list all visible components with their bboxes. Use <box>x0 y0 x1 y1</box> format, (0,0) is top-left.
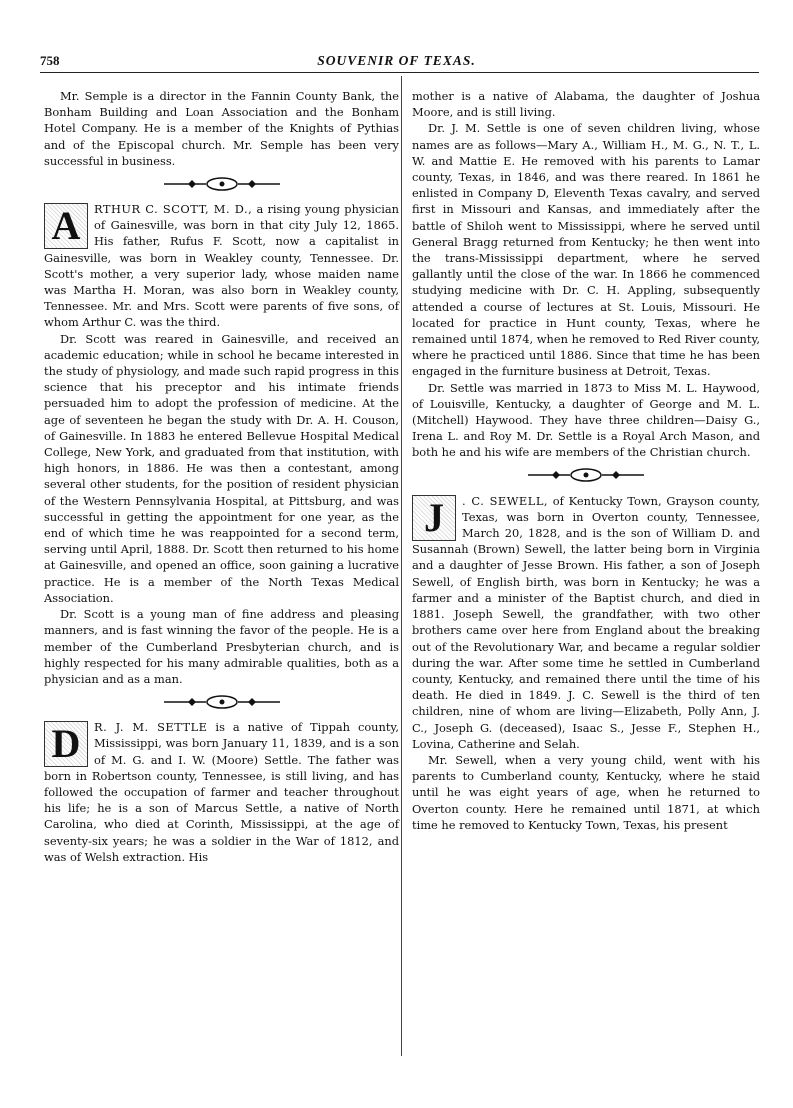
settle-paragraph-1 <box>44 719 399 865</box>
scott-name: RTHUR C. SCOTT, M. D., <box>94 202 253 217</box>
scott-paragraph-2: Dr. Scott was reared in Gainesville, and received an academic education; while in school he became interested in the study of physiology, and made such rapid progress in this science that his preceptor and his intimate friends persuaded him to adopt the profession of medicine. At the age of seventeen he began the study with Dr. A. H. Couson, of Gainesville. In 1883 he entered Bellevue Hospital Medical College, New York, and graduated from that institution, with high honors, in 1886. He was then a contestant, among several other students, for the position of resident physician of the Western Pennsylvania Hospital, at Pittsburg, and was successful in getting the appointment for one year, as the end of which time he was reappointed for a second term, serving until April, 1888. Dr. Scott then returned to his home at Gainesville, and opened an office, soon gaining a lucrative practice. He is a member of the North Texas Medical Association. <box>44 331 399 605</box>
settle-continued: mother is a native of Alabama, the daughter of Joshua Moore, and is still living. <box>412 89 760 120</box>
bio-scott <box>44 201 399 687</box>
semple-paragraph: Mr. Semple is a director in the Fannin County Bank, the Bonham Building and Loan Association and the Bonham Hotel Company. He is a member of the Knights of Pythias and of the Episcopal church. Mr. Semple has been very successful in business. <box>44 89 399 168</box>
dropcap-j-icon: J <box>412 495 456 541</box>
running-title: SOUVENIR OF TEXAS. <box>317 53 476 68</box>
bio-sewell <box>412 493 760 833</box>
header-rule <box>40 72 759 73</box>
left-column <box>44 88 399 865</box>
column-divider <box>401 76 402 1056</box>
scott-paragraph-1 <box>44 201 399 331</box>
sewell-paragraph-1 <box>412 493 760 752</box>
bio-settle <box>44 719 399 865</box>
scott-paragraph-3: Dr. Scott is a young man of fine address and pleasing manners, and is fast winning the favor of the people. He is a member of the Cumberland Presbyterian church, and is highly respected for his many admirable qualities, both as a physician and as a man. <box>44 607 399 686</box>
settle-paragraph-3: Dr. Settle was married in 1873 to Miss M. L. Haywood, of Louisville, Kentucky, a daughter of George and M. L. (Mitchell) Haywood. They have three children—Daisy G., Irena L. and Roy M. Dr. Settle is a Royal Arch Mason, and both he and his wife are members of the Christian church. <box>412 380 760 460</box>
page-number: 758 <box>40 53 60 68</box>
settle-paragraph-2: Dr. J. M. Settle is one of seven children living, whose names are as follows—Mary A., William H., M. G., N. T., L. W. and Mattie E. He removed with his parents to Lamar county, Texas, in 1846, and was there reared. In 1861 he enlisted in Company D, Eleventh Texas cavalry, and served first in Missouri and Kansas, and immediately after the battle of Shiloh went to Mississippi, where he served until General Bragg returned from Kentucky; he then went into the trans-Mississippi department, where he served gallantly until the close of the war. In 1866 he commenced studying medicine with Dr. C. H. Appling, subsequently attended a course of lectures at St. Louis, Missouri. He located for practice in Hunt county, Texas, where he remained until 1874, when he removed to Red River county, where he practiced until 1886. Since that time he has been engaged in the furniture business at Detroit, Texas. <box>412 121 760 379</box>
sewell-text-1: of Kentucky Town, Grayson county, Texas, was born in Overton county, Tennessee, March 20, 1828, and is the son of William D. and Susannah (Brown) Sewell, the latter being born in Virginia and a daughter of Jesse Brown. His father, a son of Joseph Sewell, of English birth, was born in Kentucky; he was a farmer and a minister of the Baptist church, and died in 1881. Joseph Sewell, the grandfather, with two other brothers came over here from England about the breaking out of the Revolutionary War, and became a regular soldier during the war. After some time he settled in Cumberland county, Kentucky, and remained there until the time of his death. He died in 1849. J. C. Sewell is the third of ten children, nine of whom are living—Elizabeth, Polly Ann, J. C., Joseph G. (deceased), Isaac S., Jesse F., Stephen H., Lovina, Catherine and Selah. <box>412 493 760 751</box>
sewell-name: . C. SEWELL, <box>462 493 548 508</box>
settle-text-1: is a native of Tippah county, Mississippi, was born January 11, 1839, and is a son of M. G. and I. W. (Moore) Settle. The father was born in Robertson county, Tennessee, is still living, and has followed the occupation of farmer and teacher throughout his life; he is a son of Marcus Settle, a native of North Carolina, who died at Corinth, Mississippi, at the age of seventy-six years; he was a soldier in the War of 1812, and was of Welsh extraction. His <box>44 720 399 864</box>
ornament-divider-icon <box>44 173 399 195</box>
right-column <box>412 88 760 833</box>
ornament-divider-icon <box>412 465 760 487</box>
settle-name: R. J. M. SETTLE <box>94 720 208 735</box>
ornament-divider-icon <box>44 691 399 713</box>
dropcap-d-icon: D <box>44 721 88 767</box>
dropcap-a-icon: A <box>44 203 88 249</box>
sewell-paragraph-2: Mr. Sewell, when a very young child, went with his parents to Cumberland county, Kentucky, where he staid until he was eight years of age, when he returned to Overton county. Here he remained until 1871, at which time he removed to Kentucky Town, Texas, his present <box>412 752 760 832</box>
running-header <box>40 53 753 73</box>
scott-text-1: a rising young physician of Gainesville, was born in that city July 12, 1865. His father, Rufus F. Scott, now a capitalist in Gainesville, was born in Weakley county, Tennessee. Dr. Scott's mother, a very superior lady, whose maiden name was Martha H. Moran, was also born in Weakley county, Tennessee. Mr. and Mrs. Scott were parents of five sons, of whom Arthur C. was the third. <box>44 202 399 330</box>
